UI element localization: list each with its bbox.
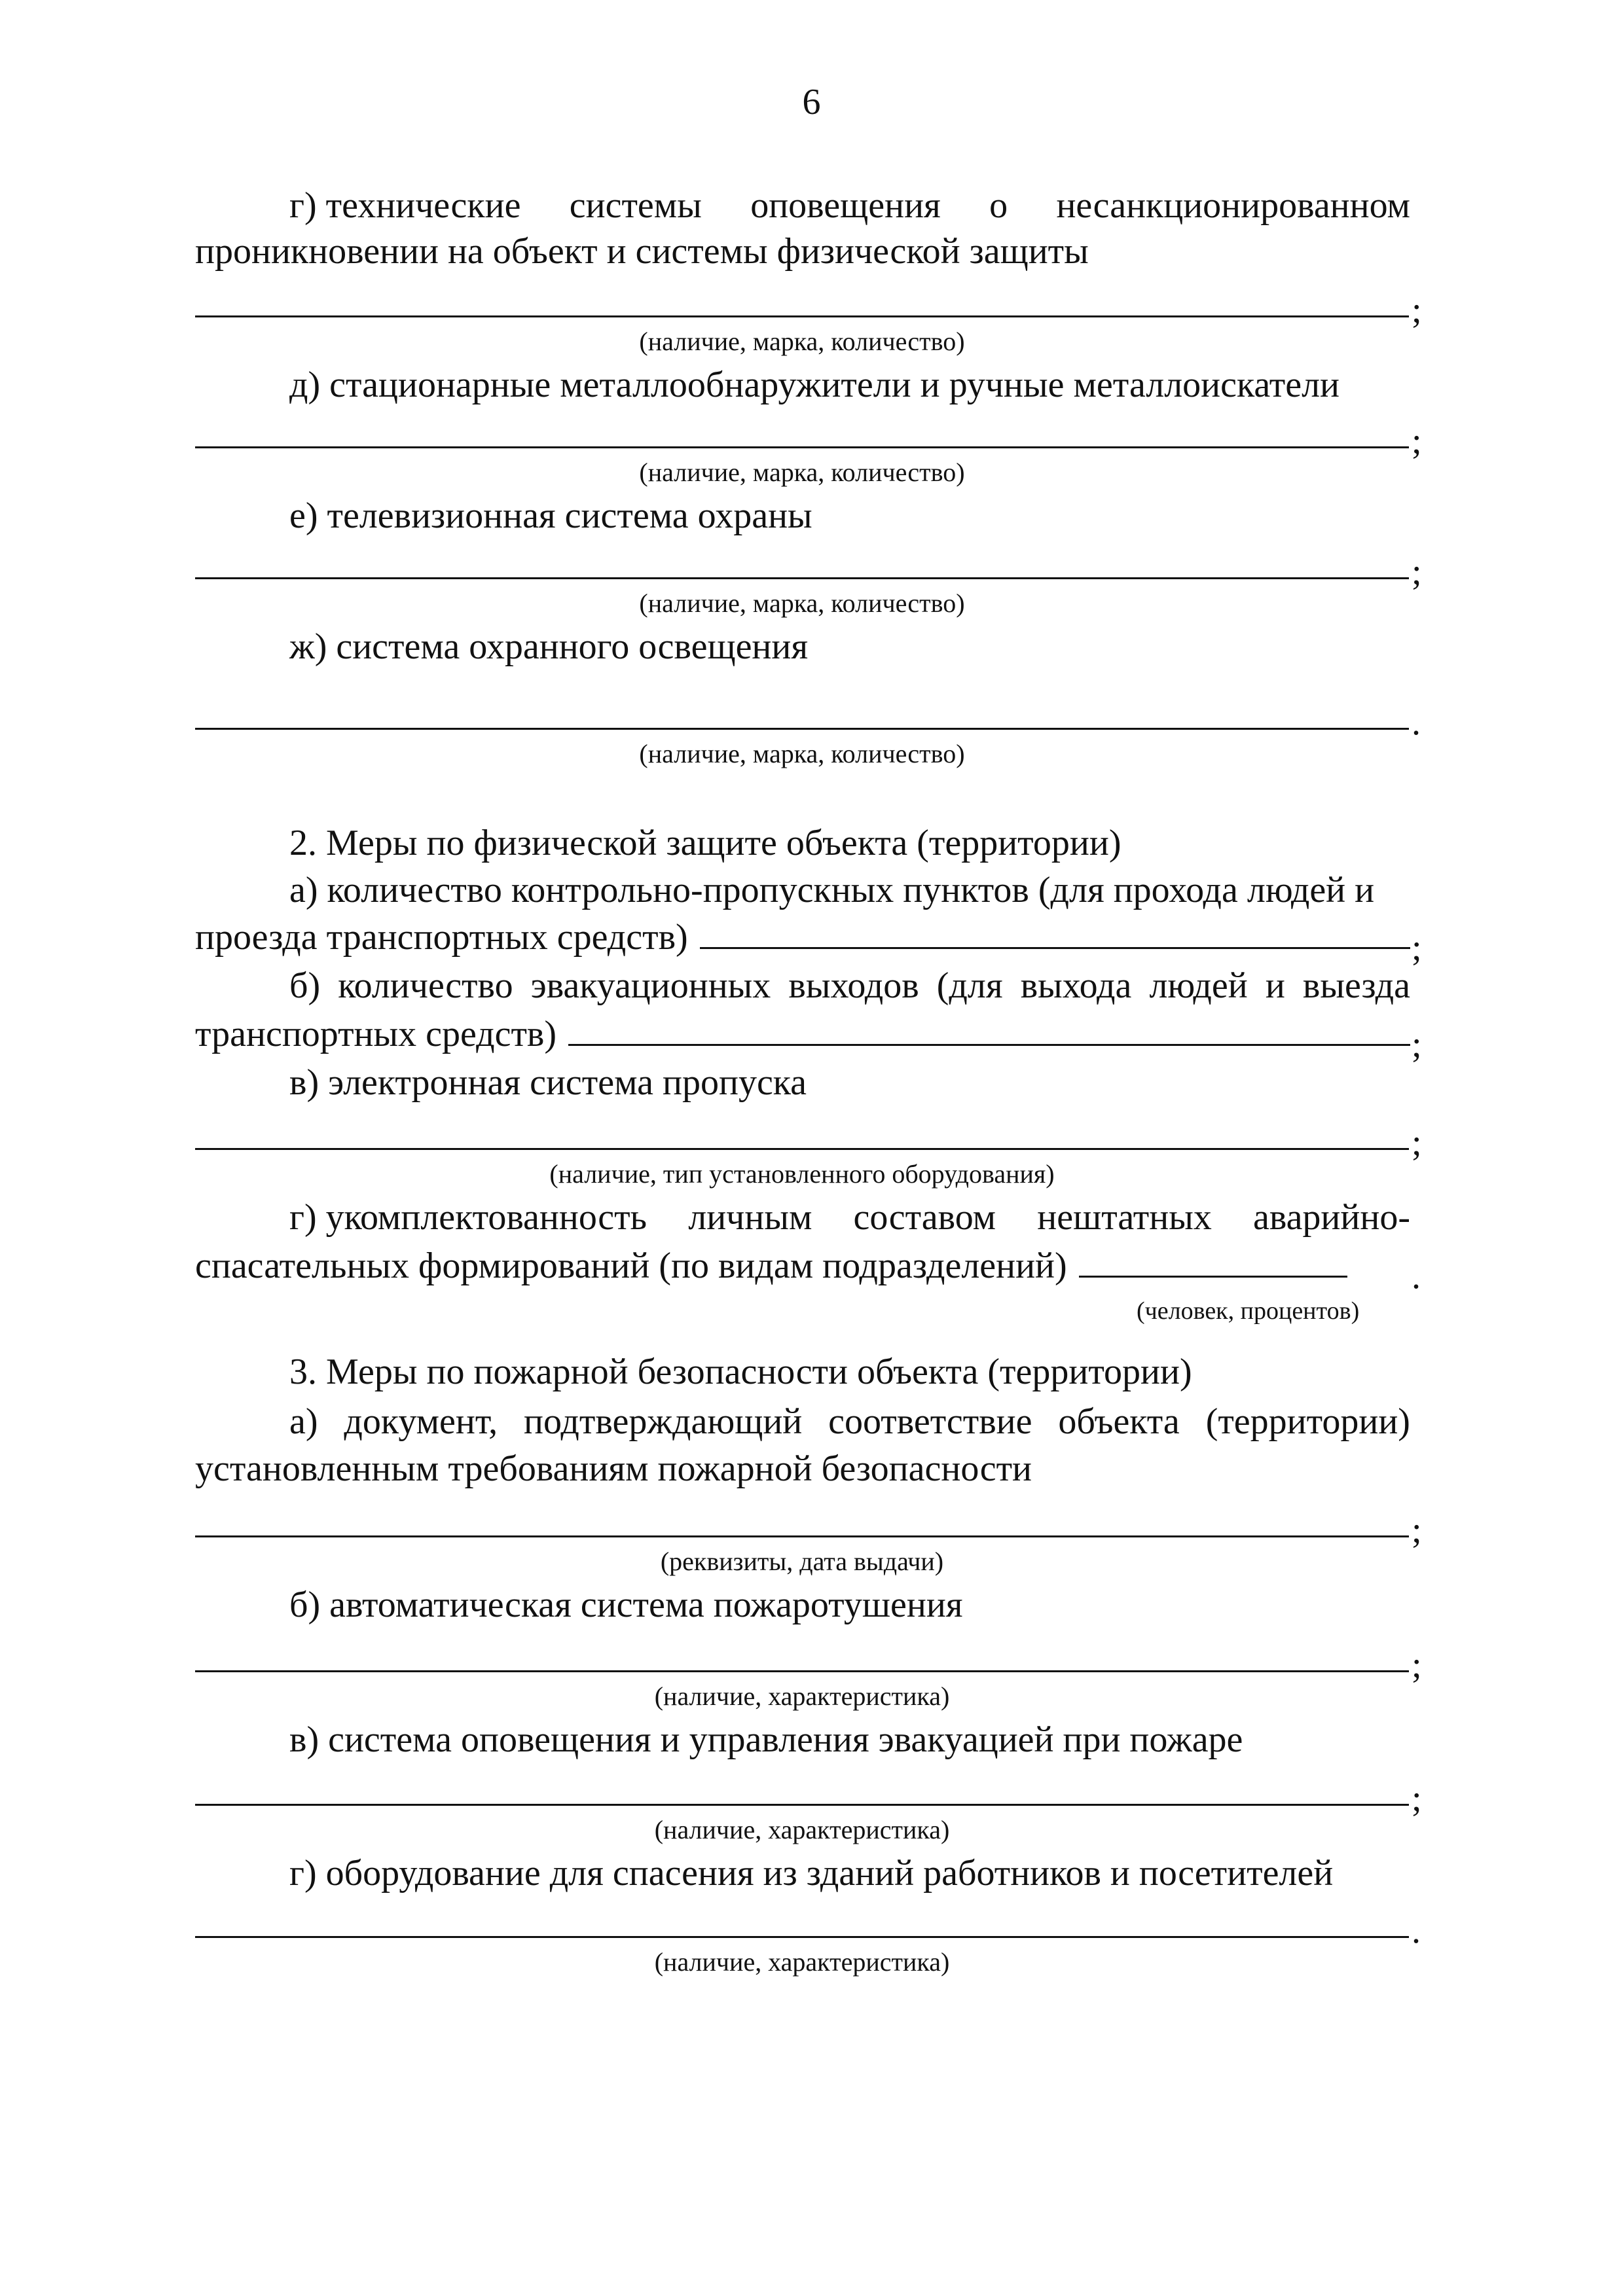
rescue-equipment-label: г) оборудование для спасения из зданий работников и посетителей xyxy=(289,1853,1334,1893)
word: аварийно- xyxy=(1253,1197,1410,1238)
rescue-staffing-line1 xyxy=(289,1196,1410,1238)
field-caption: (наличие, марка, количество) xyxy=(639,588,965,618)
field-caption: (наличие, характеристика) xyxy=(654,1815,950,1844)
line-end-punct: ; xyxy=(1412,927,1422,968)
checkpoints-line2: проезда транспортных средств) xyxy=(195,917,688,958)
line-end-punct: ; xyxy=(1412,1510,1422,1551)
field-caption: (человек, процентов) xyxy=(1137,1297,1360,1325)
fire-document-line1 xyxy=(289,1401,1410,1443)
word: количество xyxy=(338,965,513,1006)
word: а) xyxy=(289,1401,318,1442)
fill-line-rescue-equipment[interactable] xyxy=(195,1936,1409,1938)
word: составом xyxy=(853,1197,996,1238)
alarm-systems-line1 xyxy=(289,185,1410,226)
word: выходов xyxy=(788,965,919,1006)
word: б) xyxy=(289,965,321,1006)
rescue-staffing-row xyxy=(195,1245,1347,1287)
word: г) укомплектованность xyxy=(289,1197,647,1238)
fill-line-fire-doc[interactable] xyxy=(195,1535,1409,1537)
page-number: 6 xyxy=(802,82,821,122)
field-caption: (наличие, тип установленного оборудования) xyxy=(549,1159,1055,1189)
line-end-punct: ; xyxy=(1412,1024,1422,1065)
field-caption: (реквизиты, дата выдачи) xyxy=(660,1547,944,1576)
word: соответствие xyxy=(828,1401,1032,1442)
word: эвакуационных xyxy=(530,965,771,1006)
access-system-label: в) электронная система пропуска xyxy=(289,1062,807,1103)
fill-line-lighting[interactable] xyxy=(195,728,1409,730)
field-caption: (наличие, марка, количество) xyxy=(639,739,965,768)
line-end-punct: . xyxy=(1412,1256,1421,1297)
fill-line-access[interactable] xyxy=(195,1148,1409,1150)
word: подтверждающий xyxy=(524,1401,803,1442)
line-end-punct: ; xyxy=(1412,1645,1422,1685)
field-caption: (наличие, марка, количество) xyxy=(639,327,965,356)
section-2-heading: 2. Меры по физической защите объекта (территории) xyxy=(289,823,1122,863)
checkpoints-row xyxy=(195,916,1410,958)
tv-system-label: е) телевизионная система охраны xyxy=(289,495,812,536)
field-caption: (наличие, марка, количество) xyxy=(639,457,965,487)
line-end-punct: . xyxy=(1412,1910,1421,1951)
word: о xyxy=(989,185,1008,226)
word: (для xyxy=(936,965,1003,1006)
rescue-staffing-line2: спасательных формирований (по видам подразделений) xyxy=(195,1246,1067,1286)
word: нештатных xyxy=(1037,1197,1212,1238)
line-end-punct: ; xyxy=(1412,421,1422,461)
exits-line2: транспортных средств) xyxy=(195,1014,557,1054)
alarm-systems-line2: проникновении на объект и системы физической защиты xyxy=(195,231,1089,272)
word: личным xyxy=(688,1197,812,1238)
fire-document-line2: установленным требованиям пожарной безопасности xyxy=(195,1448,1032,1489)
line-end-punct: ; xyxy=(1412,290,1422,331)
fill-line-metal[interactable] xyxy=(195,446,1409,448)
word: выхода xyxy=(1020,965,1132,1006)
security-lighting-label: ж) система охранного освещения xyxy=(289,626,809,667)
metal-detectors-label: д) стационарные металлообнаружители и ручные металлоискатели xyxy=(289,365,1340,405)
fill-line-extinguishing[interactable] xyxy=(195,1670,1409,1672)
word: документ, xyxy=(344,1401,498,1442)
word: объекта xyxy=(1058,1401,1180,1442)
fill-line-staffing[interactable] xyxy=(1079,1249,1347,1278)
section-3-heading: 3. Меры по пожарной безопасности объекта (территории) xyxy=(289,1352,1192,1392)
line-end-punct: . xyxy=(1412,702,1421,743)
word: и xyxy=(1265,965,1285,1006)
line-end-punct: ; xyxy=(1412,1778,1422,1819)
extinguishing-label: б) автоматическая система пожаротушения xyxy=(289,1585,963,1625)
evacuation-alert-label: в) система оповещения и управления эвакуацией при пожаре xyxy=(289,1719,1243,1760)
fill-line-evacuation[interactable] xyxy=(195,1804,1409,1806)
fill-line-tv[interactable] xyxy=(195,577,1409,579)
fill-line-exits[interactable] xyxy=(568,1018,1410,1046)
word: оповещения xyxy=(750,185,941,226)
fill-line-checkpoints[interactable] xyxy=(700,921,1410,949)
word: людей xyxy=(1149,965,1248,1006)
word: несанкционированном xyxy=(1056,185,1410,226)
word: г) технические xyxy=(289,185,521,226)
line-end-punct: ; xyxy=(1412,1122,1422,1163)
fill-line-alarm[interactable] xyxy=(195,315,1409,317)
checkpoints-line1: а) количество контрольно-пропускных пунктов (для прохода людей и xyxy=(289,870,1375,910)
exits-line1 xyxy=(289,965,1410,1007)
word: выезда xyxy=(1302,965,1410,1006)
exits-row xyxy=(195,1013,1410,1055)
field-caption: (наличие, характеристика) xyxy=(654,1681,950,1711)
word: (территории) xyxy=(1205,1401,1410,1442)
field-caption: (наличие, характеристика) xyxy=(654,1947,950,1977)
line-end-punct: ; xyxy=(1412,552,1422,592)
word: системы xyxy=(569,185,702,226)
